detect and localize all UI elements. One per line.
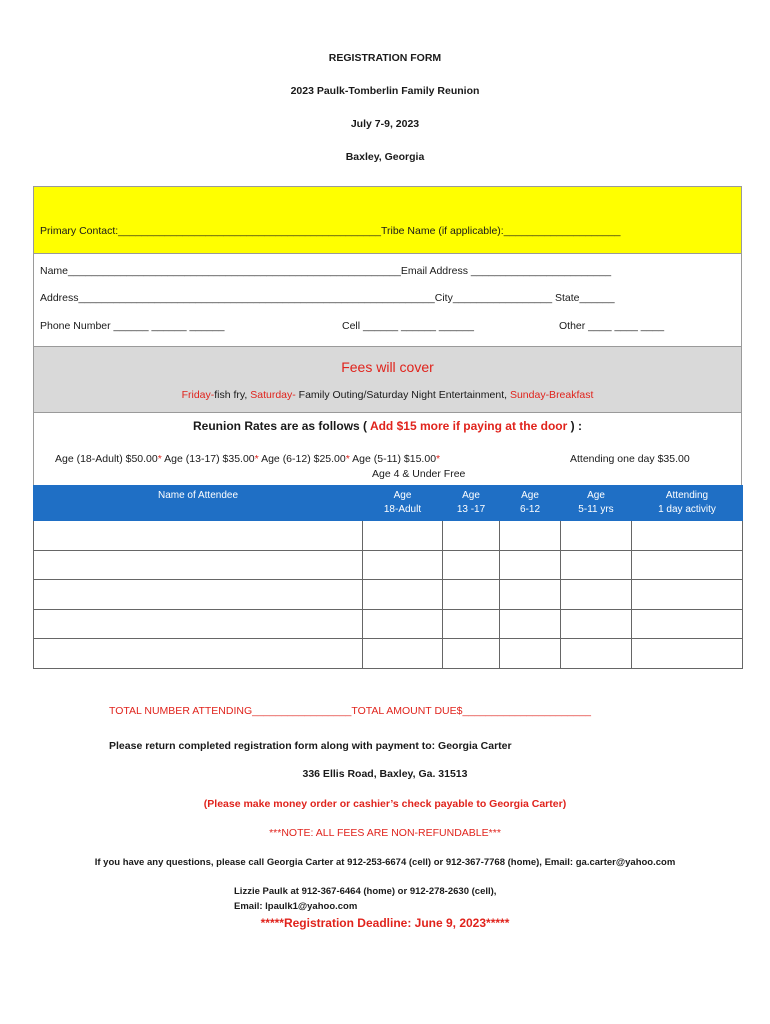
rate-star: * — [157, 453, 162, 465]
rates-line — [55, 453, 440, 465]
attendee-cell[interactable] — [34, 521, 363, 551]
attendee-cell[interactable] — [500, 639, 561, 669]
col-name-header: Name of Attendee — [34, 486, 363, 521]
fees-friday: Friday- — [181, 389, 215, 401]
rates-heading-prefix: Reunion Rates are as follows ( — [193, 419, 370, 433]
attendee-cell[interactable] — [34, 639, 363, 669]
registration-deadline: *****Registration Deadline: June 9, 2023***** — [260, 916, 510, 930]
col-kid-header: Age 5-11 yrs — [561, 486, 632, 521]
mailing-address: 336 Ellis Road, Baxley, Ga. 31513 — [302, 768, 468, 780]
attendee-cell[interactable] — [632, 639, 743, 669]
attendee-cell[interactable] — [363, 639, 443, 669]
col-child-header: Age 6-12 — [500, 486, 561, 521]
rate-kid: Age (5-11) $15.00 — [349, 453, 437, 465]
cell-field[interactable]: Cell ______ ______ ______ — [342, 320, 474, 332]
money-order-note: (Please make money order or cashier’s check payable to Georgia Carter) — [203, 798, 567, 810]
attendee-cell[interactable] — [443, 521, 500, 551]
col-adult-header: Age 18-Adult — [363, 486, 443, 521]
event-location: Baxley, Georgia — [345, 151, 425, 163]
attendee-cell[interactable] — [632, 609, 743, 639]
attendee-cell[interactable] — [561, 580, 632, 610]
attendee-cell[interactable] — [500, 580, 561, 610]
rate-teen: Age (13-17) $35.00 — [161, 453, 255, 465]
rates-section — [33, 413, 742, 485]
other-field[interactable]: Other ____ ____ ____ — [559, 320, 665, 332]
questions-contact: If you have any questions, please call Georgia Carter at 912-253-6674 (cell) or 912-367-7768 (home), Email: ga.carter@yahoo.com — [94, 857, 676, 868]
primary-contact-field[interactable]: Primary Contact:_____________________________________________Tribe Name (if applicable):____________________ — [40, 225, 621, 237]
event-name: 2023 Paulk-Tomberlin Family Reunion — [290, 85, 480, 97]
attendee-cell[interactable] — [561, 550, 632, 580]
rate-child: Age (6-12) $25.00 — [258, 453, 346, 465]
rates-heading — [34, 419, 741, 433]
attendee-table-header — [34, 486, 743, 521]
rates-heading-suffix: ) : — [567, 419, 582, 433]
attendee-cell[interactable] — [34, 580, 363, 610]
attendee-cell[interactable] — [363, 580, 443, 610]
totals-field[interactable]: TOTAL NUMBER ATTENDING_________________TOTAL AMOUNT DUE$______________________ — [109, 705, 591, 717]
attendee-cell[interactable] — [500, 550, 561, 580]
attendee-cell[interactable] — [363, 521, 443, 551]
fees-saturday: Saturday- — [250, 389, 296, 401]
attendee-cell[interactable] — [632, 580, 743, 610]
attendee-cell[interactable] — [363, 609, 443, 639]
rates-heading-door: Add $15 more if paying at the door — [369, 419, 568, 433]
fees-title: Fees will cover — [341, 359, 434, 375]
attendee-cell[interactable] — [500, 521, 561, 551]
col-teen-header: Age 13 -17 — [443, 486, 500, 521]
attendee-cell[interactable] — [561, 521, 632, 551]
col-oneday-header: Attending 1 day activity — [632, 486, 743, 521]
return-instructions: Please return completed registration form along with payment to: Georgia Carter — [109, 740, 512, 752]
rate-under4: Age 4 & Under Free — [372, 468, 466, 480]
fees-sunday: Sunday-Breakfast — [509, 389, 594, 401]
attendee-cell[interactable] — [561, 639, 632, 669]
attendee-cell[interactable] — [443, 580, 500, 610]
fees-section — [33, 346, 742, 413]
attendee-cell[interactable] — [632, 521, 743, 551]
fees-saturday-text: Family Outing/Saturday Night Entertainment, — [295, 389, 510, 401]
attendee-cell[interactable] — [500, 609, 561, 639]
attendee-cell[interactable] — [443, 550, 500, 580]
attendee-cell[interactable] — [363, 550, 443, 580]
table-row — [34, 639, 743, 669]
rate-star: * — [345, 453, 350, 465]
lizzie-email: Email: lpaulk1@yahoo.com — [234, 901, 358, 912]
table-row — [34, 580, 743, 610]
phone-field[interactable]: Phone Number ______ ______ ______ — [40, 320, 225, 332]
rate-one-day: Attending one day $35.00 — [570, 453, 690, 465]
attendee-table — [33, 485, 743, 669]
table-row — [34, 609, 743, 639]
lizzie-phone: Lizzie Paulk at 912-367-6464 (home) or 912-278-2630 (cell), — [234, 886, 497, 897]
contact-info-section — [33, 254, 742, 346]
event-dates: July 7-9, 2023 — [350, 118, 420, 130]
attendee-cell[interactable] — [34, 550, 363, 580]
table-row — [34, 521, 743, 551]
name-email-field[interactable]: Name_________________________________________________________Email Address ________________________ — [40, 265, 612, 277]
fees-friday-text: fish fry, — [214, 389, 251, 401]
form-title: REGISTRATION FORM — [328, 52, 442, 64]
rate-adult: Age (18-Adult) $50.00 — [55, 453, 158, 465]
table-row — [34, 550, 743, 580]
address-field[interactable]: Address_____________________________________________________________City_________________ State______ — [40, 292, 615, 304]
non-refundable-note: ***NOTE: ALL FEES ARE NON-REFUNDABLE*** — [269, 827, 501, 839]
attendee-cell[interactable] — [561, 609, 632, 639]
rate-star: * — [436, 453, 441, 465]
attendee-cell[interactable] — [34, 609, 363, 639]
rate-star: * — [254, 453, 259, 465]
attendee-cell[interactable] — [443, 639, 500, 669]
attendee-cell[interactable] — [443, 609, 500, 639]
fees-description — [34, 389, 741, 401]
attendee-cell[interactable] — [632, 550, 743, 580]
primary-contact-section — [33, 186, 742, 254]
